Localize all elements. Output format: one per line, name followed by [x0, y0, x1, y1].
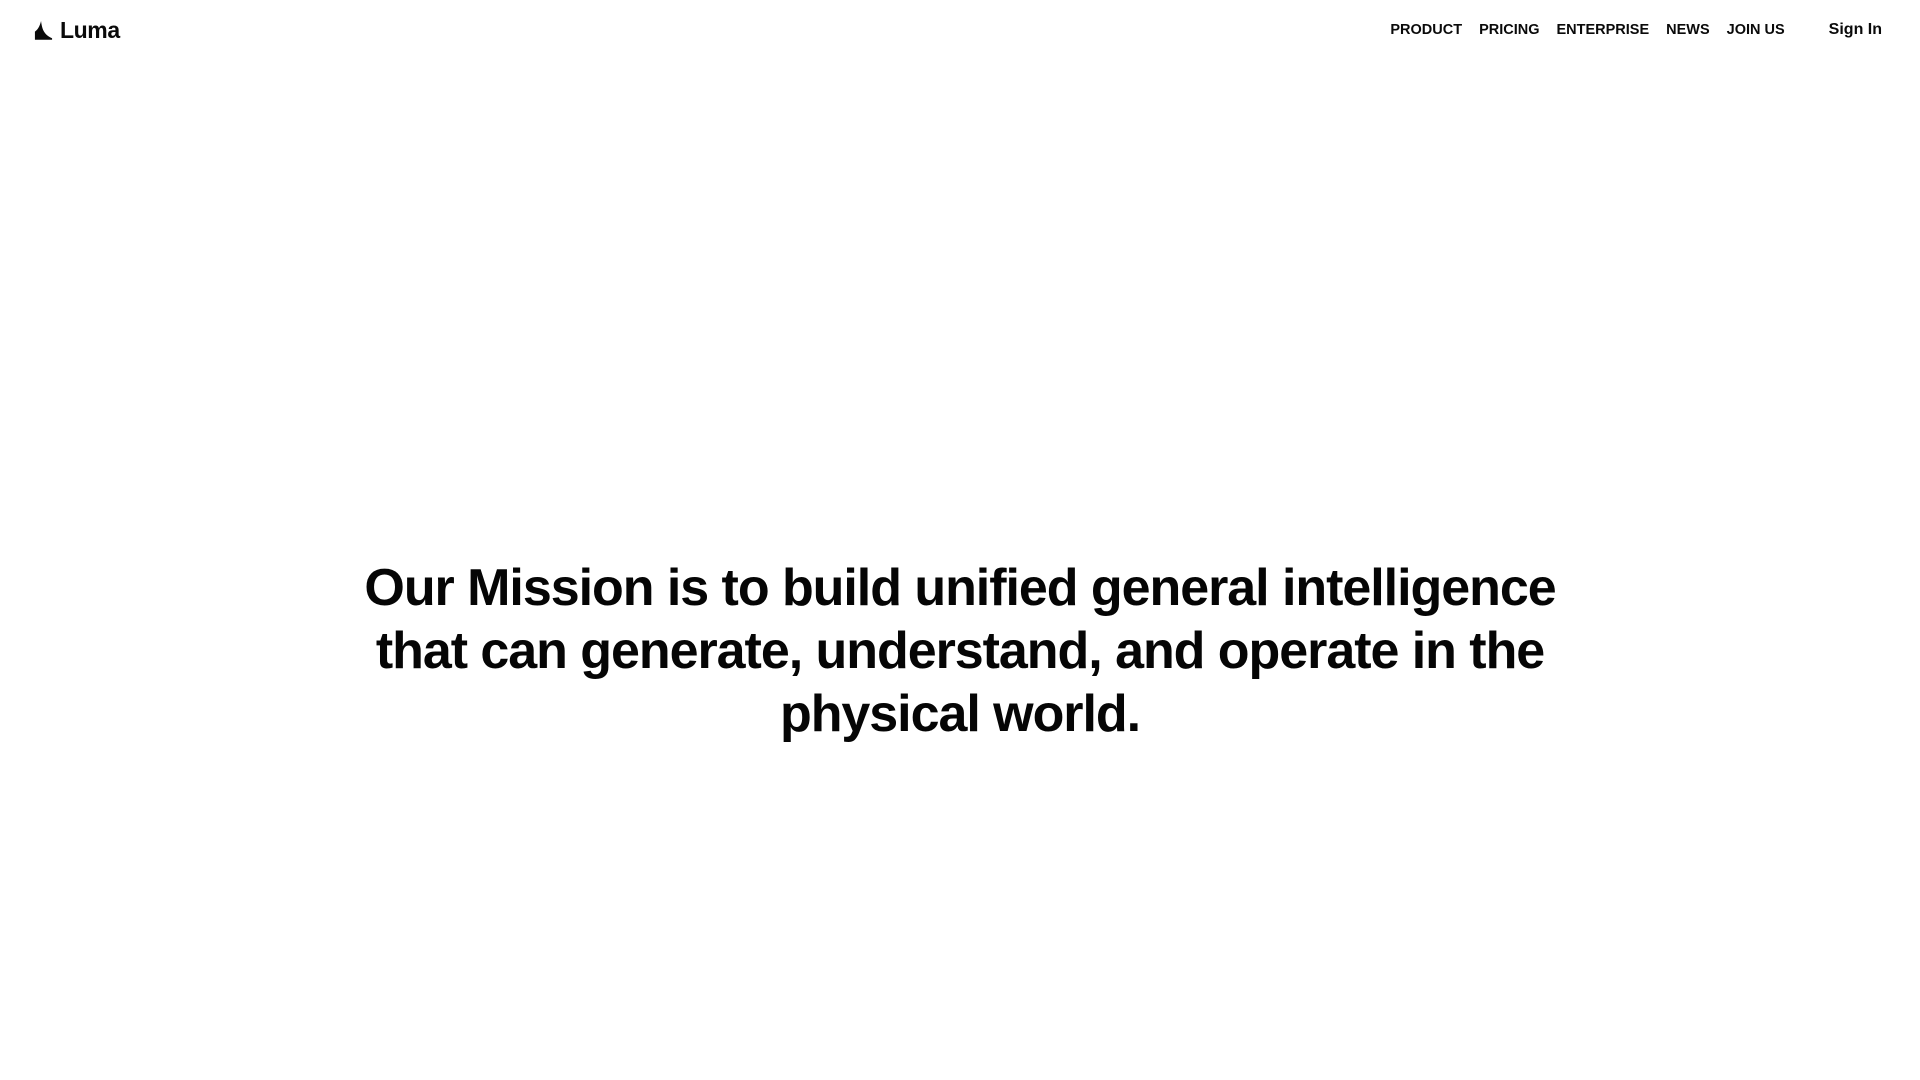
luma-crescent-icon [33, 20, 54, 41]
hero-section [0, 557, 1920, 746]
mission-line-2: that can generate, understand, and operate in the [375, 622, 1545, 680]
mission-line-3: physical world. [779, 685, 1141, 743]
nav-link-product[interactable]: PRODUCT [1390, 22, 1463, 38]
nav-link-news[interactable]: NEWS [1666, 22, 1710, 38]
mission-line-1: Our Mission is to build unified general intelligence [364, 559, 1556, 617]
primary-nav [1390, 21, 1882, 39]
luma-logo-text: Luma [60, 16, 120, 43]
nav-link-pricing[interactable]: PRICING [1479, 22, 1540, 38]
sign-in-link[interactable]: Sign In [1828, 21, 1882, 38]
nav-link-join-us[interactable]: JOIN US [1726, 22, 1785, 38]
nav-link-enterprise[interactable]: ENTERPRISE [1556, 22, 1650, 38]
luma-logo[interactable] [33, 17, 120, 44]
site-header [0, 0, 1920, 60]
mission-heading [0, 557, 1920, 746]
